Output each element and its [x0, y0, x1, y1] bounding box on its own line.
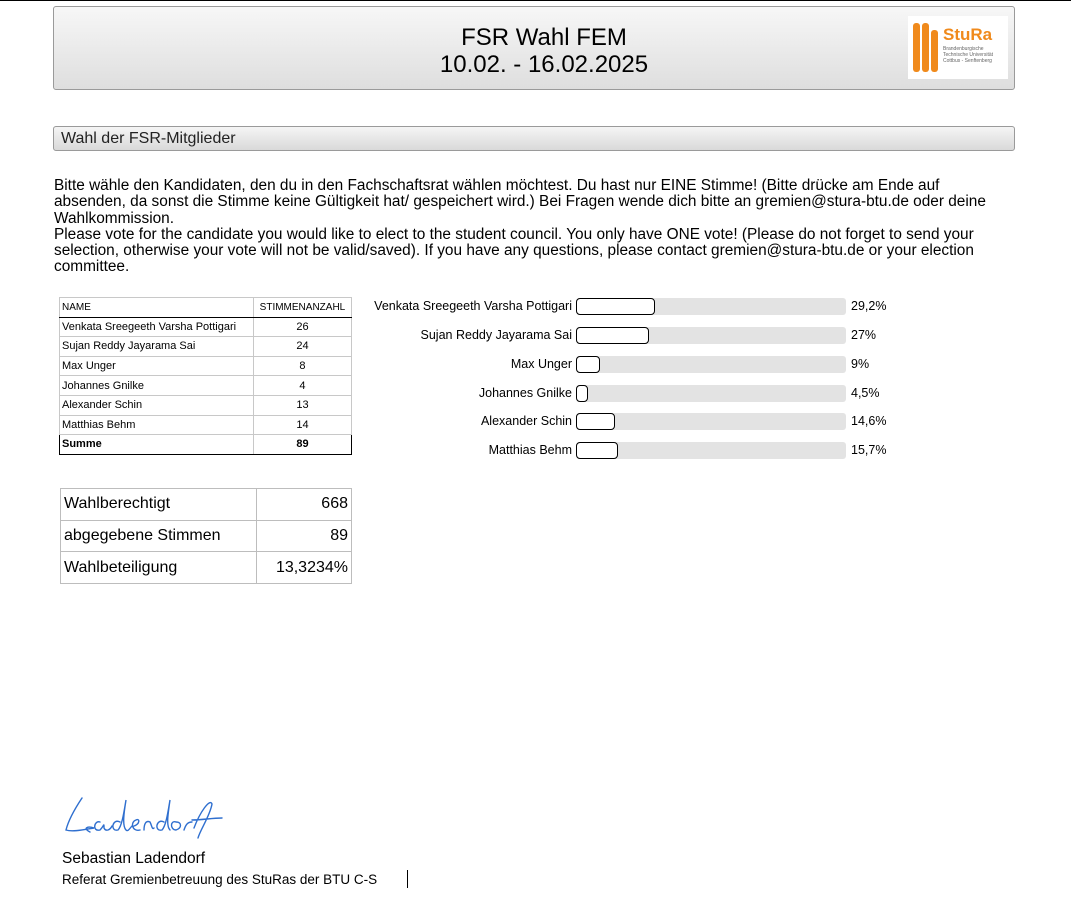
vote-count: 26 — [253, 317, 351, 337]
logo-name: StuRa — [943, 25, 993, 44]
result-percentage: 4,5% — [851, 386, 880, 400]
logo-bar-icon — [913, 23, 920, 72]
result-bar-track — [576, 442, 846, 459]
result-percentage: 14,6% — [851, 414, 887, 428]
result-candidate: Max Unger — [510, 357, 572, 371]
result-bar-fill — [576, 298, 655, 315]
result-bar-track — [576, 356, 846, 373]
stats-value: 13,3234% — [257, 552, 352, 584]
stats-label: Wahlbeteiligung — [61, 552, 257, 584]
stats-value: 668 — [257, 489, 352, 521]
column-header-name: NAME — [60, 298, 254, 318]
result-candidate: Matthias Behm — [488, 443, 572, 457]
result-percentage: 29,2% — [851, 299, 887, 313]
candidate-name: Max Unger — [60, 356, 254, 376]
instructions — [54, 178, 1014, 276]
text-cursor — [407, 870, 408, 888]
instructions-german: Bitte wähle den Kandidaten, den du in den Fachschaftsrat wählen möchtest. Du hast nur EINE Stimme! (Bitte drücke am Ende auf absenden, da sonst die Stimme keine Gültigkeit hat/ gespeichert wird.) Bei Fragen wende dich bitte an gremien@stura-btu.de oder deine Wahlkommission. — [54, 177, 986, 227]
logo-subtitle: Cottbus - Senftenberg — [943, 58, 992, 64]
handwritten-signature — [60, 792, 240, 842]
sum-value: 89 — [253, 435, 351, 455]
signer-role: Referat Gremienbetreuung des StuRas der BTU C-S — [62, 872, 378, 887]
result-bar-fill — [576, 327, 649, 344]
signer-name: Sebastian Ladendorf — [62, 850, 206, 867]
election-period: 10.02. - 16.02.2025 — [439, 51, 649, 78]
result-candidate: Venkata Sreegeeth Varsha Pottigari — [374, 299, 572, 313]
stura-logo — [908, 16, 1008, 79]
section-header: Wahl der FSR-Mitglieder — [53, 126, 1015, 151]
result-percentage: 27% — [851, 328, 877, 342]
result-candidate: Johannes Gnilke — [478, 386, 572, 400]
column-header-votes: STIMMENANZAHL — [253, 298, 351, 318]
logo-subtitle: Technische Universität — [943, 52, 994, 58]
vote-count: 14 — [253, 415, 351, 435]
turnout-table — [60, 488, 352, 584]
candidate-name: Venkata Sreegeeth Varsha Pottigari — [60, 317, 254, 337]
result-row — [0, 356, 1071, 376]
result-percentage: 15,7% — [851, 443, 887, 457]
logo-bar-icon — [922, 23, 929, 72]
result-bar-track — [576, 327, 846, 344]
page-title: FSR Wahl FEM — [461, 24, 627, 51]
result-bar-fill — [576, 413, 615, 430]
candidate-name: Matthias Behm — [60, 415, 254, 435]
logo-bar-icon — [931, 30, 938, 72]
stats-value: 89 — [257, 520, 352, 552]
top-border — [0, 0, 1071, 1]
result-bar-fill — [576, 442, 618, 459]
stats-row — [61, 520, 352, 552]
result-percentage: 9% — [851, 357, 870, 371]
result-row — [0, 413, 1071, 433]
candidate-name: Sujan Reddy Jayarama Sai — [60, 337, 254, 357]
stats-label: Wahlberechtigt — [61, 489, 257, 521]
result-bar-fill — [576, 385, 588, 402]
candidate-name: Alexander Schin — [60, 395, 254, 415]
logo-subtitle: Brandenburgische — [943, 46, 984, 52]
vote-count: 24 — [253, 337, 351, 357]
result-candidate: Sujan Reddy Jayarama Sai — [420, 328, 572, 342]
stats-label: abgegebene Stimmen — [61, 520, 257, 552]
result-candidate: Alexander Schin — [480, 414, 572, 428]
candidate-name: Johannes Gnilke — [60, 376, 254, 396]
vote-count: 13 — [253, 395, 351, 415]
result-row — [0, 442, 1071, 462]
vote-count: 8 — [253, 356, 351, 376]
vote-count: 4 — [253, 376, 351, 396]
stats-row — [61, 552, 352, 584]
page-header — [53, 6, 1015, 90]
stats-row — [61, 489, 352, 521]
result-bar-track — [576, 413, 846, 430]
result-bar-fill — [576, 356, 600, 373]
result-bar-track — [576, 385, 846, 402]
result-row — [0, 327, 1071, 347]
sum-label: Summe — [60, 435, 254, 455]
instructions-english: Please vote for the candidate you would like to elect to the student council. You only have ONE vote! (Please do not forget to send your selection, otherwise your vote will not be valid/saved). If you have any questions, please contact gremien@stura-btu.de or your election committee. — [54, 225, 974, 276]
result-bar-track — [576, 298, 846, 315]
result-row — [0, 385, 1071, 405]
result-row — [0, 298, 1071, 318]
